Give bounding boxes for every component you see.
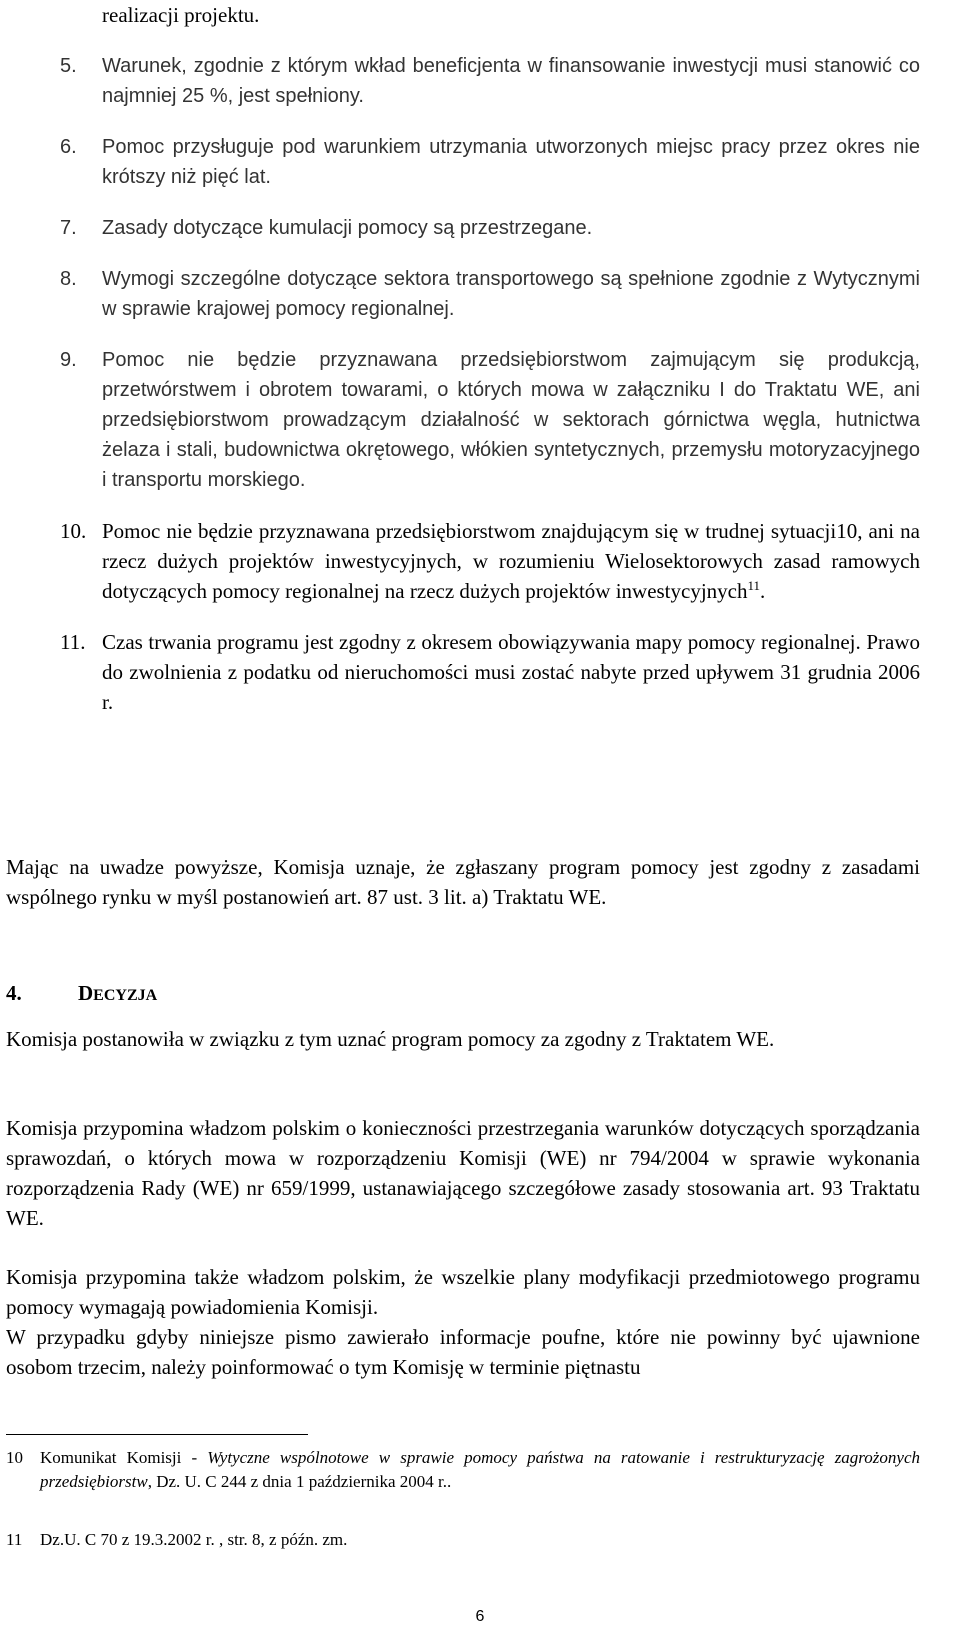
footnote-title: Wytyczne wspólnotowe w sprawie pomocy państwa na ratowanie i restrukturyzację zagrożonych przedsiębiorstw — [40, 1448, 920, 1491]
section-number: 4. — [6, 981, 22, 1005]
list-item-number: 5. — [60, 55, 77, 77]
list-item-body: Pomoc nie będzie przyznawana przedsiębiorstwom znajdującym się w trudnej sytuacji10, ani na rzecz dużych projektów inwestycyjnych, w rozumieniu Wielosektorowych zasad ramowych dotyczących pomocy regionalnej na rzecz dużych projektów inwestycyjnych — [102, 519, 920, 603]
list-item-number: 9. — [60, 349, 77, 371]
footnote-number: 10 — [6, 1448, 23, 1467]
footnote-10 — [6, 1446, 920, 1494]
footnote-text — [40, 1446, 920, 1494]
footnote-tail: , Dz. U. C 244 z dnia 1 października 2004 r.. — [147, 1472, 452, 1491]
footnote-divider — [6, 1434, 308, 1435]
list-item-number: 8. — [60, 268, 77, 290]
list-item-text: Pomoc przysługuje pod warunkiem utrzymania utworzonych miejsc pracy przez okres nie krótszy niż pięć lat. — [102, 136, 920, 188]
section-title-rest: ECYZJA — [93, 987, 158, 1004]
modification-paragraph: Komisja przypomina także władzom polskim, że wszelkie plany modyfikacji przedmiotowego programu pomocy wymagają powiadomienia Komisji. — [6, 1265, 920, 1319]
list-item-tail: . — [760, 579, 766, 603]
section-title-initial: D — [78, 981, 94, 1005]
list-item-text: Warunek, zgodnie z którym wkład beneficjenta w finansowanie inwestycji musi stanowić co najmniej 25 %, jest spełniony. — [102, 55, 920, 107]
list-item — [60, 345, 920, 495]
list-item-number: 6. — [60, 136, 77, 158]
list-item — [60, 627, 920, 717]
confidential-paragraph: W przypadku gdyby niniejsze pismo zawierało informacje poufne, które nie powinny być ujawnione osobom trzecim, należy poinformować o tym Komisję w terminie piętnastu — [6, 1325, 920, 1379]
list-item-text — [102, 516, 920, 606]
footnote-text: Dz.U. C 70 z 19.3.2002 r. , str. 8, z późn. zm. — [40, 1530, 348, 1549]
conditions-list — [60, 0, 920, 717]
list-item-text: Pomoc nie będzie przyznawana przedsiębiorstwom zajmującym się produkcją, przetwórstwem i obrotem towarami, o których mowa w załączniku I do Traktatu WE, ani przedsiębiorstwom prowadzącym działalność w sektorach górnictwa węgla, hutnictwa żelaza i stali, budownictwa okrętowego, włókien syntetycznych, przemysłu motoryzacyjnego i transportu morskiego. — [102, 349, 920, 491]
conclusion-paragraph: Mając na uwadze powyższe, Komisja uznaje, że zgłaszany program pomocy jest zgodny z zasadami wspólnego rynku w myśl postanowień art. 87 ust. 3 lit. a) Traktatu WE. — [6, 855, 920, 909]
list-item-number: 7. — [60, 217, 77, 239]
list-item — [60, 51, 920, 111]
section-heading — [6, 981, 157, 1006]
footnote-ref[interactable]: 11 — [747, 578, 761, 593]
page-number: 6 — [475, 1608, 485, 1625]
list-item-text: Wymogi szczególne dotyczące sektora transportowego są spełnione zgodnie z Wytycznymi w sprawie krajowej pomocy regionalnej. — [102, 268, 920, 320]
list-item — [60, 132, 920, 192]
list-item — [60, 516, 920, 606]
footnote-11 — [6, 1528, 920, 1552]
list-item — [60, 213, 920, 243]
decision-paragraph: Komisja postanowiła w związku z tym uznać program pomocy za zgodny z Traktatem WE. — [6, 1027, 775, 1051]
list-item-text: realizacji projektu. — [102, 3, 260, 27]
list-item — [60, 264, 920, 324]
list-item-text: Czas trwania programu jest zgodny z okresem obowiązywania mapy pomocy regionalnej. Prawo do zwolnienia z podatku od nieruchomości musi zostać nabyte przed upływem 31 grudnia 2006 r. — [102, 630, 920, 714]
list-item — [102, 0, 920, 30]
list-item-text: Zasady dotyczące kumulacji pomocy są przestrzegane. — [102, 217, 593, 239]
footnote-number: 11 — [6, 1530, 23, 1549]
reporting-paragraph: Komisja przypomina władzom polskim o konieczności przestrzegania warunków dotyczących sporządzania sprawozdań, o których mowa w rozporządzeniu Komisji (WE) nr 794/2004 w sprawie wykonania rozporządzenia Rady (WE) nr 659/1999, ustanawiającego szczegółowe zasady stosowania art. 93 Traktatu WE. — [6, 1116, 920, 1230]
footnote-lead: Komunikat Komisji - — [40, 1448, 208, 1467]
list-item-number: 10. — [60, 519, 87, 543]
list-item-number: 11. — [60, 630, 86, 654]
